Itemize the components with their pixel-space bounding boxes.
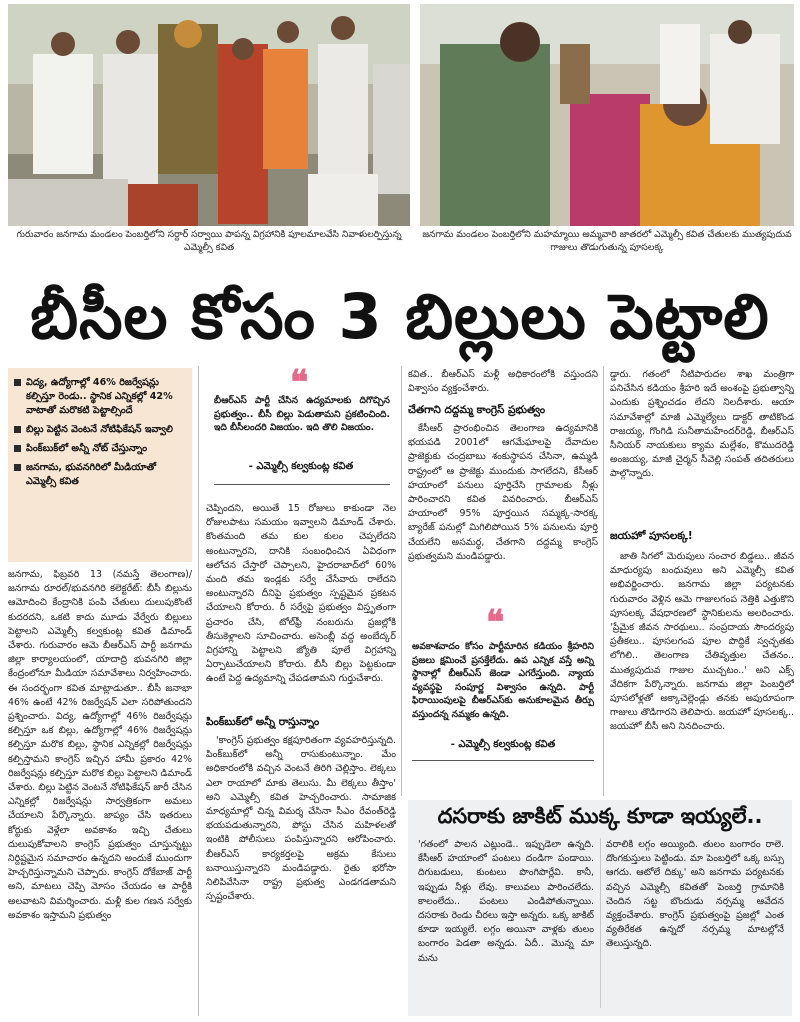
column-divider: [401, 366, 402, 796]
subhead-pinkbook: పింక్‌బుక్‌లో అన్నీ రాస్తున్నాం: [206, 716, 320, 728]
sidebox-right-text: వరాలికి లగ్గం అయ్యింది. తులం బంగారం రాలె. దొంగకుస్తులు పెట్టిండు. మా పెంబర్తిలో ఒక్క బస్సు ఆగదు. ఆటోలే దిక్కు' అని జనగామ పర్యటనకు వచ్చిన ఎమ్మెల్సీ కవితతో పెంబర్తి గ్రామానికి చెందిన సట్ట బొందుడు నర్సమ్మ ఆవేదన వ్యక్తంచేశారు. కాంగ్రెస్ ప్రభుత్వంపై ప్రజల్లో ఎంత వ్యతిరేకత ఉన్నదో నర్సమ్మ మాటల్లోనే తెలుస్తున్నది.: [606, 839, 784, 950]
quote-attribution: - ఎమ్మెల్సీ కల్వకుంట్ల కవిత: [248, 461, 354, 472]
bullet-icon: [14, 445, 21, 452]
quote-text: అవకాశవాదం కోసం పార్టీమారిన కడియం శ్రీహరిని ప్రజలు క్షమించే ప్రసక్తేలేదు. ఉప ఎన్నిక వస్తే అన్ని స్థానాల్లో బీఆర్‌ఎస్ జెండా ఎగరేస్తుంది. న్యాయ వ్యవస్థపై సంపూర్ణ విశ్వాసం ఉన్నది. పార్టీ ఫిరాయింపులపై బీఆర్‌ఎస్‌కు అనుకూలమైన తీర్పు వస్తుందన్న నమ్మకం ఉన్నది.: [412, 641, 594, 720]
article-column-4: [610, 368, 794, 518]
quote-open-icon: ❝: [486, 603, 505, 643]
highlights-box: [8, 368, 192, 562]
sidebox-left-text: 'గతంలో పాలన ఎట్లుండె.. ఇప్పుడెలా ఉన్నది. కేసీఆర్ హయాంలో పంటలు దండిగా పండాయి. దిగుబడులు, కుంటలు పొంగిపొర్లేవి. కానీ, ఇప్పుడు నీళ్లు లేవు. కాలువలు పారించలేదు. కాలంలేదు.. పంటలు ఎండిపోతున్నాయి. దసరాకు రెండు చీరలు ఇస్తా అన్నరు. ఒక్క జాకిట్ కూడా ఇయ్యలే. లగ్గం అయినా వాళ్లకు తులం బంగారం పెడతా అన్నడు. ఏదీ.. మొన్న మా మను: [418, 839, 594, 964]
highlight-item: జనగామ, భువనగిరిలో మీడియాతో ఎమ్మెల్సీ కవిత: [14, 461, 186, 489]
article-paragraph: జనగామ, ఫిబ్రవరి 13 (నమస్తే తెలంగాణ)/జనగామ రూరల్/భువనగిరి కలెక్టరేట్: బీసీ బిల్లును ఆమోదించి కేంద్రానికి పంపి చేతులు దులుపుకొంటే కుదరదని, ఒకటి కాదు మూడు వేర్వేరు బిల్లులు పెట్టాలని ఎమ్మెల్సీ కల్వకుంట్ల కవిత డిమాండ్ చేశారు. గురువారం ఆమె బీఆర్‌ఎస్ పార్టీ జనగామ జిల్లా కార్యాలయంలో, యాదాద్రి భువనగిరి జిల్లా కేంద్రంలోనూ మీడియా సమావేశాలు నిర్వహించారు. ఈ సందర్భంగా కవిత మాట్లాడుతూ.. బీసీ జనాభా 46% ఉంటే 42% రిజర్వేషన్ ఎలా సరిపోతుందని ప్రశ్నించారు. విద్య, ఉద్యోగాల్లో 46% రిజర్వేషన్లు కల్పిస్తూ ఒక బిల్లు, ఉద్యోగాల్లో 46% రిజర్వేషన్లు కల్పిస్తూ మరొక బిల్లు, స్థానిక ఎన్నికల్లో రిజర్వేషన్లు కల్పిస్తామని కాంగ్రెస్ ఇచ్చిన హామీ ప్రకారం 42% రిజర్వేషన్లు కల్పిస్తూ మరొక బిల్లు పెట్టాలని డిమాండ్ చేశారు. బిల్లు పెట్టిన వెంటనే నోటిఫికేషన్ జారీ చేసిన ఎన్నికల్లో రిజర్వేషన్లు సార్వత్రికంగా అమలు చేయాలని పేర్కొన్నారు. జాప్యం చేసి ఇతరులు కోర్టుకు వెళ్లేలా అవకాశం ఇచ్చి చేతులు దులుపుకోవాలని కాంగ్రెస్ ప్రభుత్వం చూస్తున్నట్టు నిర్దిష్టమైన సమాచారం ఉన్నదని అందుకే ముందుగా హెచ్చరిస్తున్నామని చెప్పారు. కాంగ్రెస్ దోకేబాజ్ పార్టీ అని, మాటలు చెప్పి మోసం చేయడం ఆ పార్టీకి అలవాటని విమర్శించారు. మళ్లీ కుల గణన సర్వేకు అవకాశం ఇస్తామని ప్రభుత్వం: [8, 569, 192, 921]
sidebox-title: దసరాకు జాకిట్ ముక్క కూడా ఇయ్యలే..: [437, 804, 763, 828]
article-paragraph: డ్డారు. గతంలో నీటిపారుదల శాఖ మంత్రిగా పనిచేసిన కడియం శ్రీహరి ఇదే అంశంపై ప్రభుత్వాన్ని ఎందుకు ప్రశ్నించడం లేదని నిలదీశారు. ఆయా సమావేశాల్లో మాజీ ఎమ్మెల్యేలు డాక్టర్ తాటికొండ రాజయ్య, గొంగిడి సునీతామహేందర్‌రెడ్డి, బీఆర్‌ఎస్ సీనియర్ నాయకులు క్యామ మల్లేశం, కొముదరెడ్డి అంజయ్య, మాజీ చైర్మన్ సీవెల్లి సంపత్ తదితరులు పాల్గొన్నారు.: [610, 369, 794, 480]
subhead-pusalakka: జయహో పూసలక్క!: [610, 530, 693, 542]
photo-bangles: [420, 4, 794, 226]
article-column-2b: [206, 734, 396, 1016]
article-column-2: [206, 502, 396, 710]
quote-open-icon: ❝: [290, 363, 309, 403]
photo-right-caption: జనగామ మండలం పెంబర్తిలోని మహమ్మాయి అమ్మవారి జాతరలో ఎమ్మెల్సీ కవిత చేతులకు ముత్యపుదువ గాజులు తొడుగుతున్న పూసలక్క: [422, 229, 792, 253]
quote-divider: [412, 760, 594, 761]
highlight-item: బిల్లు పెట్టిన వెంటనే నోటిఫికేషన్ ఇవ్వాలి: [14, 423, 186, 437]
headline: బీసీల కోసం 3 బిల్లులు పెట్టాలి: [30, 280, 770, 353]
article-paragraph: కేసీఆర్ ప్రారంభించిన తెలంగాణ ఉద్యమానికి భయపడి 2001లో ఆగమేఘాలపై దేవాదుల ప్రాజెక్టుకు చంద్రబాబు శంకుస్థాపన చేసినా, ఉమ్మడి రాష్ట్రంలో ఆ ప్రాజెక్టు ముందుకు సాగలేదని, కేసీఆర్ హయాంలో పనులు పూర్తిచేసి గ్రామాలకు నీళ్లు పారించారని కవిత వివరించారు. బీఆర్‌ఎస్ హయాంలో 95% పూర్తయిన సమ్మక్క-సారక్క బ్యారేజ్ పనుల్లో మిగిలిపోయిన 5% పనులను పూర్తి చేయలేని అసమర్థ, చేతగాని దద్దమ్మ కాంగ్రెస్ ప్రభుత్వమని మండిపడ్డారు.: [408, 423, 598, 562]
photo-statue-garlanding-image: [8, 4, 410, 226]
highlight-item: విద్య, ఉద్యోగాల్లో 46% రిజర్వేషన్లు కల్పిస్తూ రెండు.. స్థానిక ఎన్నికల్లో 42% వాటాతో మరొకటి పెట్టాల్సిందే: [14, 376, 186, 418]
subhead-congress: చేతగాని దద్దమ్మ కాంగ్రెస్ ప్రభుత్వం: [408, 404, 546, 416]
article-column-4b: [610, 550, 794, 796]
bullet-icon: [14, 379, 21, 386]
quote-text: బీఆర్‌ఎస్ పార్టీ చేసిన ఉద్యమాలకు దిగొచ్చిన ప్రభుత్వం.. బీసీ బిల్లు పెడుతామని ప్రకటించింది. ఇది బీసీలందరి విజయం. ఇది తొలి విజయం.: [214, 395, 390, 434]
quote-box-2: [408, 603, 598, 796]
sidebox-dasara: [408, 800, 792, 1016]
article-column-3b: [408, 422, 598, 602]
bullet-icon: [14, 426, 21, 433]
sidebox-divider: [600, 838, 601, 1008]
bullet-icon: [14, 464, 21, 471]
article-column-3: [408, 368, 598, 398]
article-paragraph: కవిత.. బీఆర్‌ఎస్ మళ్లీ అధికారంలోకి వస్తుందని విశ్వాసం వ్యక్తంచేశారు.: [408, 369, 598, 395]
photo-bangles-image: [420, 4, 794, 226]
column-divider: [603, 366, 604, 796]
article-column-1: [8, 568, 192, 1016]
quote-divider: [214, 484, 390, 485]
column-divider: [198, 366, 199, 1016]
highlight-item: పింక్‌బుక్‌లో అన్నీ నోట్ చేస్తున్నాం: [14, 442, 186, 456]
quote-attribution: - ఎమ్మెల్సీ కల్వకుంట్ల కవిత: [450, 739, 556, 750]
article-paragraph: జాతి సిగలో మెరుపులు సంచార బిడ్డలు.. జీవన మాధుర్యపు బంధువులు అని ఎమ్మెల్సీ కవిత అభివర్ణించారు. జనగామ జిల్లా పర్యటనకు గురువారం వెళ్లిన ఆమె గాజులగంప నెత్తికి ఎత్తుకొని పూసలక్క వేషధారణలో స్థానికులను అలరించారు. 'ప్రేమైక జీవన సారథులు.. సంప్రదాయ సౌందర్యపు ప్రతీకలు.. పూసలగంప పూల పొద్దికే స్వచ్ఛతకు లోగిలి.. తెలంగాణ చేతివృత్తుల చేతనం.. ముత్యపుదువ గాజుల ముచ్చటం..' అని ఎక్స్ వేదికగా పేర్కొన్నారు. జనగామ జిల్లా పెంబర్తిలో పూసలోళ్లతో అక్కాచెల్లెండ్లు తనకు అపురూపంగా గాజులు తొడిగారని తెలిపారు. జయహో పూసలక్క.. జయహో బీసీ అని నినదించారు.: [610, 551, 794, 733]
quote-box-1: [206, 363, 396, 498]
photo-statue-garlanding: [8, 4, 410, 226]
article-paragraph: 'కాంగ్రెస్ ప్రభుత్వం కక్షపూరితంగా వ్యవహరిస్తున్నది. పింక్‌బుక్‌లో అన్నీ రాసుకుంటున్నాం. మేం అధికారంలోకి వచ్చిన వెంటనే తిరిగి చెల్లిస్తాం. లెక్కలు ఎలా రాయాలో మాకు తెలుసు. మీ లెక్కలు తీస్తాం' అని ఎమ్మెల్సీ కవిత హెచ్చరించారు. సామాజిక మాధ్యమాల్లో చిన్న విమర్శ చేసినా సీఎం రేవంత్‌రెడ్డి భయపడుతున్నారని, పోస్టు చేసిన మహిళలతో ఇంటికి పోలీసులు పంపిస్తున్నారని ఆరోపించారు. బీఆర్‌ఎస్ కార్యకర్తలపై అక్రమ కేసులు బనాయిస్తున్నారని మండిపడ్డారు. రైతు భరోసా నిలిపివేసినా రాష్ట్ర ప్రభుత్వ ఎండగడతామని స్పష్టంచేశారు.: [206, 735, 396, 903]
article-paragraph: చెప్పిందని, అయితే 15 రోజులు కాకుండా నెల రోజులపాటు సమయం ఇవ్వాలని డిమాండ్ చేశారు. కొంతమంది తమ కుల కులం చెప్పలేదని అంటున్నారని, దానికి సంబంధించిన ఏవిధంగా ఆలోచన చేస్తారో చెప్పాలని, హైదరాబాద్‌లో 60% మంది తమ ఇండ్లకు సర్వే చేసేవారు రాలేదని అంటున్నారని దీనిపై ప్రభుత్వం స్పష్టమైన ప్రకటన చేయాలని కోరారు. రీ సర్వేపై ప్రభుత్వం విస్తృతంగా ప్రచారం చేసి, టోల్‌ఫ్రీ నంబరును ప్రజల్లోకి తీసుకెళ్లాలని సూచించారు. అసెంబ్లీ వద్ద అంబేద్కర్ విగ్రహాన్ని పెట్టాలని జ్యోతి పూలే విగ్రహాన్ని ఏర్పాటుచేయాలని కోరారు. బీసీ బిల్లు పెట్టకుండా ఉంటే పెద్ద ఉద్యమాన్ని చేపడతామని గుర్తుచేశారు.: [206, 503, 396, 685]
photo-left-caption: గురువారం జనగామ మండలం పెంబర్తిలోని సర్దార్ సర్వాయి పాపన్న విగ్రహానికి పూలమాలవేసి నివాళులర్పిస్తున్న ఎమ్మెల్సీ కవిత: [16, 229, 402, 253]
